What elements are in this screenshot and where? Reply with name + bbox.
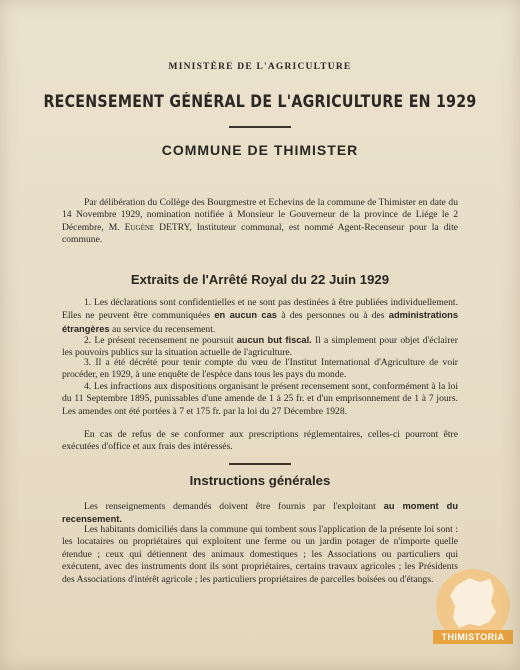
section-rule <box>229 463 291 465</box>
ministry-heading: MINISTÈRE DE L'AGRICULTURE <box>168 62 352 72</box>
agent-first-name: Eugène <box>124 221 155 233</box>
extract-paragraph-5: En cas de refus de se conformer aux prescriptions réglementaires, celles-ci pourront être exécutées d'office et aux frais des intéressés. <box>62 429 458 453</box>
intro-paragraph: Par délibération du Collège des Bourgmestre et Echevins de la commune de Thimister en date du 14 Novembre 1929, nomination notifiée à Monsieur le Gouverneur de la province de Liége le 2 Décembre, M. Eugène DETRY, Instituteur communal, est nommé Agent-Recenseur pour la dite commune. <box>62 197 458 246</box>
document-title: RECENSEMENT GÉNÉRAL DE L'AGRICULTURE EN 1929 <box>43 92 477 111</box>
instructions-paragraph-2: Les habitants domiciliés dans la commune qui tombent sous l'application de la présente loi sont : les locataires ou propriétaires qui exploitent une ferme ou un jardin potager de n'importe quelle étendue ; ceux qui détiennent des animaux domestiques ; les Associations ou particuliers qui exécutent, avec des instruments dont ils sont propriétaires, certains travaux agricoles ; les Présidents des Associations d'intérêt agricole ; les particuliers propriétaires de parcelles boisées ou d'étangs. <box>62 524 458 585</box>
extract-paragraph-3: 3. Il a été décrété pour tenir compte du vœu de l'Institut International d'Agriculture de voir procéder, en 1929, à une enquête de l'espèce dans tous les pays du monde. <box>62 357 458 381</box>
thimistoria-label: THIMISTORIA <box>433 630 513 644</box>
extract-paragraph-2: 2. Le présent recensement ne poursuit aucun but fiscal. Il a simplement pour objet d'éclairer les pouvoirs publics sur la situation actuelle de l'agriculture. <box>62 335 458 359</box>
map-silhouette-icon <box>450 578 496 628</box>
extract-paragraph-1: 1. Les déclarations sont confidentielles et ne sont pas destinées à être publiées individuellement. Elles ne peuvent être communiquées en aucun cas à des personnes ou à des administrations étrangères au service du recensement. <box>62 297 459 335</box>
extract-paragraph-4: 4. Les infractions aux dispositions organisant le présent recensement sont, conformément à la loi du 11 Septembre 1895, punissables d'une amende de 1 à 25 fr. et d'un emprisonnement de 1 à 7 jours. Les amendes ont été portées à 7 et 175 fr. par la loi du 27 Décembre 1928. <box>62 381 458 417</box>
instructions-heading: Instructions générales <box>189 473 331 488</box>
instructions-paragraph-1: Les renseignements demandés doivent être fournis par l'exploitant au moment du recensement. <box>62 501 458 525</box>
commune-heading: COMMUNE DE THIMISTER <box>161 142 359 158</box>
thimistoria-logo-icon <box>434 566 512 666</box>
extracts-heading: Extraits de l'Arrêté Royal du 22 Juin 1929 <box>130 272 390 287</box>
title-rule <box>229 126 291 128</box>
